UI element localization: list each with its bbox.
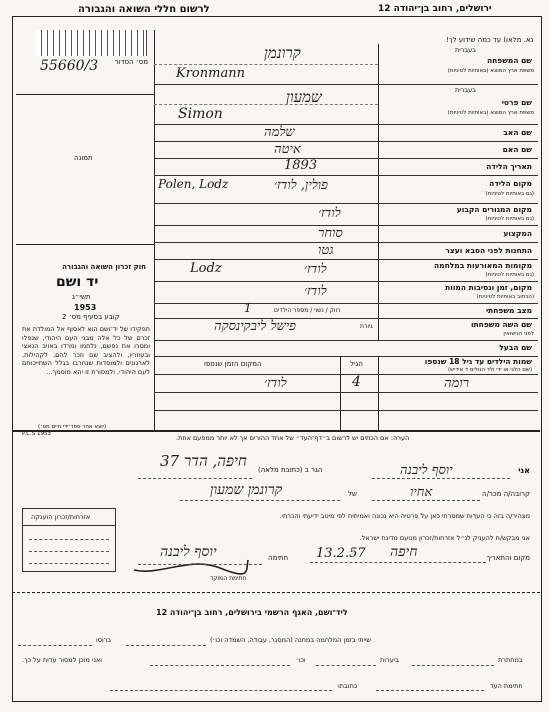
row-death: [154, 281, 538, 304]
law-name: חוק זכרון השואה והגבורה: [62, 263, 146, 271]
residence-label: מקום המגורים הקבוע: [456, 205, 532, 214]
serial-label: מס׳ הסדור: [114, 58, 148, 66]
children-row: [154, 392, 538, 411]
husband-label: שם הבעל: [499, 343, 532, 352]
divider: [372, 500, 480, 501]
tear-off-line1-start: שייתי בזמן המלחמה במחנה (המסגר, עבודה, השמדה וכו׳): [210, 636, 371, 644]
divider: [180, 500, 340, 501]
divider: [12, 430, 540, 432]
yad-vashem-box: [16, 244, 154, 437]
divider: [376, 690, 484, 691]
serial-number: 55660/3: [40, 58, 99, 74]
children-row: [154, 410, 538, 430]
profession-label: המקצוע: [503, 229, 532, 238]
divider: [126, 645, 206, 646]
row-mother: [154, 141, 538, 159]
row-family-name: [154, 44, 538, 85]
first-prefix: בעברית: [455, 86, 476, 94]
place-value: חיפה: [390, 544, 418, 560]
child-age: 4: [352, 374, 361, 390]
row-husband: [154, 340, 538, 357]
divider: [150, 665, 290, 666]
father-value: שלמה: [264, 125, 295, 140]
family-sub: משפת ארץ המוצא (באותיות לטיניות): [447, 68, 534, 74]
child-name: רומה: [444, 376, 470, 391]
tear-off-testimony: ואני מוכן למסור עדות על כך.: [22, 656, 103, 664]
spouse-value: פישל ליבקינסקה: [214, 319, 296, 334]
photo-label: תמונה: [74, 154, 93, 162]
first-label: שם פרטי: [501, 98, 532, 107]
left-panel: [16, 30, 155, 437]
row-residence: [154, 203, 538, 226]
divider: [310, 562, 486, 563]
divider: [154, 64, 378, 65]
war-places-label: מקומות המאורעות במלחמה: [434, 261, 532, 270]
header-title: לרשום חללי השואה והגבורה: [78, 4, 210, 15]
spouse-sub: לפני הנישואין: [503, 331, 534, 337]
clause: קובע בסעיף מס׳ 2: [62, 313, 120, 321]
children-table: [154, 356, 538, 430]
children-header-label: שמות הילדים עד גיל 18 שנספו: [424, 357, 532, 366]
photo-corner: [36, 30, 147, 56]
row-birthdate: [154, 158, 538, 176]
row-father: [154, 124, 538, 142]
declaration-text: מצהיר/ה בזה כי העדות שמסרתי כאן על פרטיה היא נכונה ואמיתית לפי מיטב ידיעתי והכרתי.: [279, 512, 530, 520]
war-places-hebrew: לודז׳: [304, 262, 327, 277]
family-name-latin: Kronmann: [176, 66, 245, 81]
spouse-label: שם השה משפחתו: [470, 320, 532, 329]
birthplace-hebrew: פולין, לודז׳: [274, 178, 328, 193]
tear-off-addr-label: כתובתו: [338, 682, 358, 690]
birthplace-latin: Polen, Lodz: [158, 177, 229, 191]
place-date-label: מקום והתאריך: [486, 554, 530, 562]
divider: [138, 564, 262, 565]
row-marital: [154, 303, 538, 319]
death-sub: (הכתוב באותיות לטיניות): [476, 294, 534, 300]
residence-sub: (גם באותיות לטיניות): [485, 216, 534, 222]
yad-vashem-ref: P.C.S 1953: [22, 431, 52, 437]
birthplace-sub: (גם באותיות לטיניות): [485, 191, 534, 197]
relation-value: אחיו: [410, 485, 433, 500]
divider: [316, 665, 376, 666]
children-col-age: הגיל: [350, 360, 364, 368]
tear-off-line1-end: ברוסו: [96, 636, 112, 644]
mother-label: שם האם: [502, 145, 532, 154]
marital-label: מצב משפחתי: [485, 306, 532, 315]
children-count: 1: [244, 301, 252, 315]
death-label: מקום, זמן ונסיבות המוות: [445, 283, 532, 292]
first-name-hebrew: שמעון: [286, 88, 322, 106]
child-place: לודז׳: [264, 376, 287, 391]
maiden-label: גיורת: [360, 323, 373, 330]
children-col-place: המקום הזמן שנספו: [204, 360, 262, 368]
relation-label: קרובה/ה מכר/ה: [482, 490, 530, 498]
tear-off-underground: במחתרת: [498, 656, 523, 664]
first-sub: משפת ארץ המוצא (באותיות לטיניות): [447, 110, 534, 116]
personal-details: [154, 44, 538, 340]
row-spouse: [154, 318, 538, 341]
divider: [154, 104, 378, 105]
year: 1953: [74, 303, 97, 312]
divider: [372, 478, 510, 479]
yad-vashem-footer: (יוצא אחר ספר־ידי חיים מס׳): [38, 424, 107, 430]
row-first-name: [154, 84, 538, 125]
declarant-address-label: הגר ב (כתובת מלאה): [258, 466, 323, 474]
children-row: [154, 374, 538, 393]
tear-line: [12, 592, 540, 593]
header-address: ירושלים, רחוב בן־יהודה 12: [378, 4, 492, 14]
row-war-places: [154, 259, 538, 282]
marital-options: רווק / נשוי / מספר הילדים: [274, 307, 341, 314]
divider: [138, 478, 252, 479]
divider: [412, 665, 494, 666]
stations-label: התחנות לפני הסבא ועצר: [445, 246, 532, 255]
residence-value: לודז׳: [318, 206, 341, 221]
of-label: של: [348, 490, 357, 498]
divider: [29, 539, 109, 540]
signature-label: חתימה: [268, 554, 289, 562]
intro-note: נא. מלאו) עד כמה שידוע לך!: [446, 36, 534, 44]
stamp-title: אזרחות/זכרון הוענקה: [31, 513, 91, 521]
request-text: אני מבקש/ת להעניק לנ״ל אזרחות/זכרון מטעם מדינת ישראל.: [359, 534, 530, 542]
birthplace-label: מקום הלידה: [489, 179, 532, 188]
war-places-latin: Lodz: [190, 261, 222, 276]
family-name-hebrew: קרונמן: [264, 44, 301, 62]
note-text: הערה: אם הכתים יש לרשום ב״דף־העד״ של אחד ההורים אך לא יותר ממפעם אחת.: [176, 434, 410, 442]
profession-value: סוחר: [318, 226, 343, 241]
stations-value: גטו: [318, 243, 334, 258]
yad-vashem-text: תפקידו של יד־ושם הוא לאסוף אל המולדת את זכרם של כל אלה מבני העם היהודי, שנפלו ומסרו את נפשם, נלחמו ומרדו באויב הנאצי ובעוזריו, ולהציב שם וזכר להם, לקהילות, לארגונים ולמוסדות שנחרבו בגלל השתייכותם לעם היהודי, ולמסורת זו יהא מוסמך...: [22, 325, 150, 376]
serial-box: [16, 54, 154, 95]
tear-off-forests: ביערות: [380, 656, 399, 664]
family-prefix: בעברית: [455, 46, 476, 54]
tear-off-sig-label: חתימת העד: [490, 682, 523, 690]
declarant-name: יוסף ליבנה: [400, 463, 453, 478]
row-stations: [154, 242, 538, 260]
divider: [29, 563, 109, 564]
war-places-sub: (גם באותיות לטיניות): [485, 272, 534, 278]
birthdate-label: תאריך הלידה: [486, 162, 532, 171]
declarant-section: [20, 448, 532, 598]
divider: [23, 525, 115, 526]
divider: [110, 690, 332, 691]
mother-value: איטה: [274, 142, 301, 157]
signature-value: יוסף ליבנה: [160, 544, 217, 560]
notary-label: חתימת המוקד: [210, 575, 247, 582]
declarant-address: חיפה, הדר 37: [160, 452, 247, 470]
row-profession: [154, 225, 538, 243]
date-value: 13.2.57: [316, 546, 366, 561]
father-label: שם האב: [503, 128, 532, 137]
death-value: לודז׳: [304, 284, 327, 299]
children-header-sub: (שם הלגי או ידי ולד הגולים ד אידיש): [448, 367, 532, 373]
row-birthplace: [154, 175, 538, 204]
first-name-latin: Simon: [178, 106, 223, 122]
divider: [29, 551, 109, 552]
tear-off-etc: וכו׳: [296, 656, 306, 664]
tear-off-address: ליד־ושם, האגף הרשמי בירושלים, רחוב בן־יהודה 12: [156, 608, 348, 617]
yad-vashem-title: יד ושם: [56, 274, 99, 290]
children-header: [154, 356, 538, 375]
declarant-name-label: אני: [518, 466, 530, 475]
birthdate-value: 1893: [284, 158, 318, 173]
stamp-box: [22, 508, 116, 572]
of-value: קרונמן שמעון: [210, 482, 283, 498]
year-hebrew: תשי״ג: [72, 293, 91, 301]
family-label: שם המשפחה: [486, 56, 532, 65]
divider: [18, 645, 92, 646]
